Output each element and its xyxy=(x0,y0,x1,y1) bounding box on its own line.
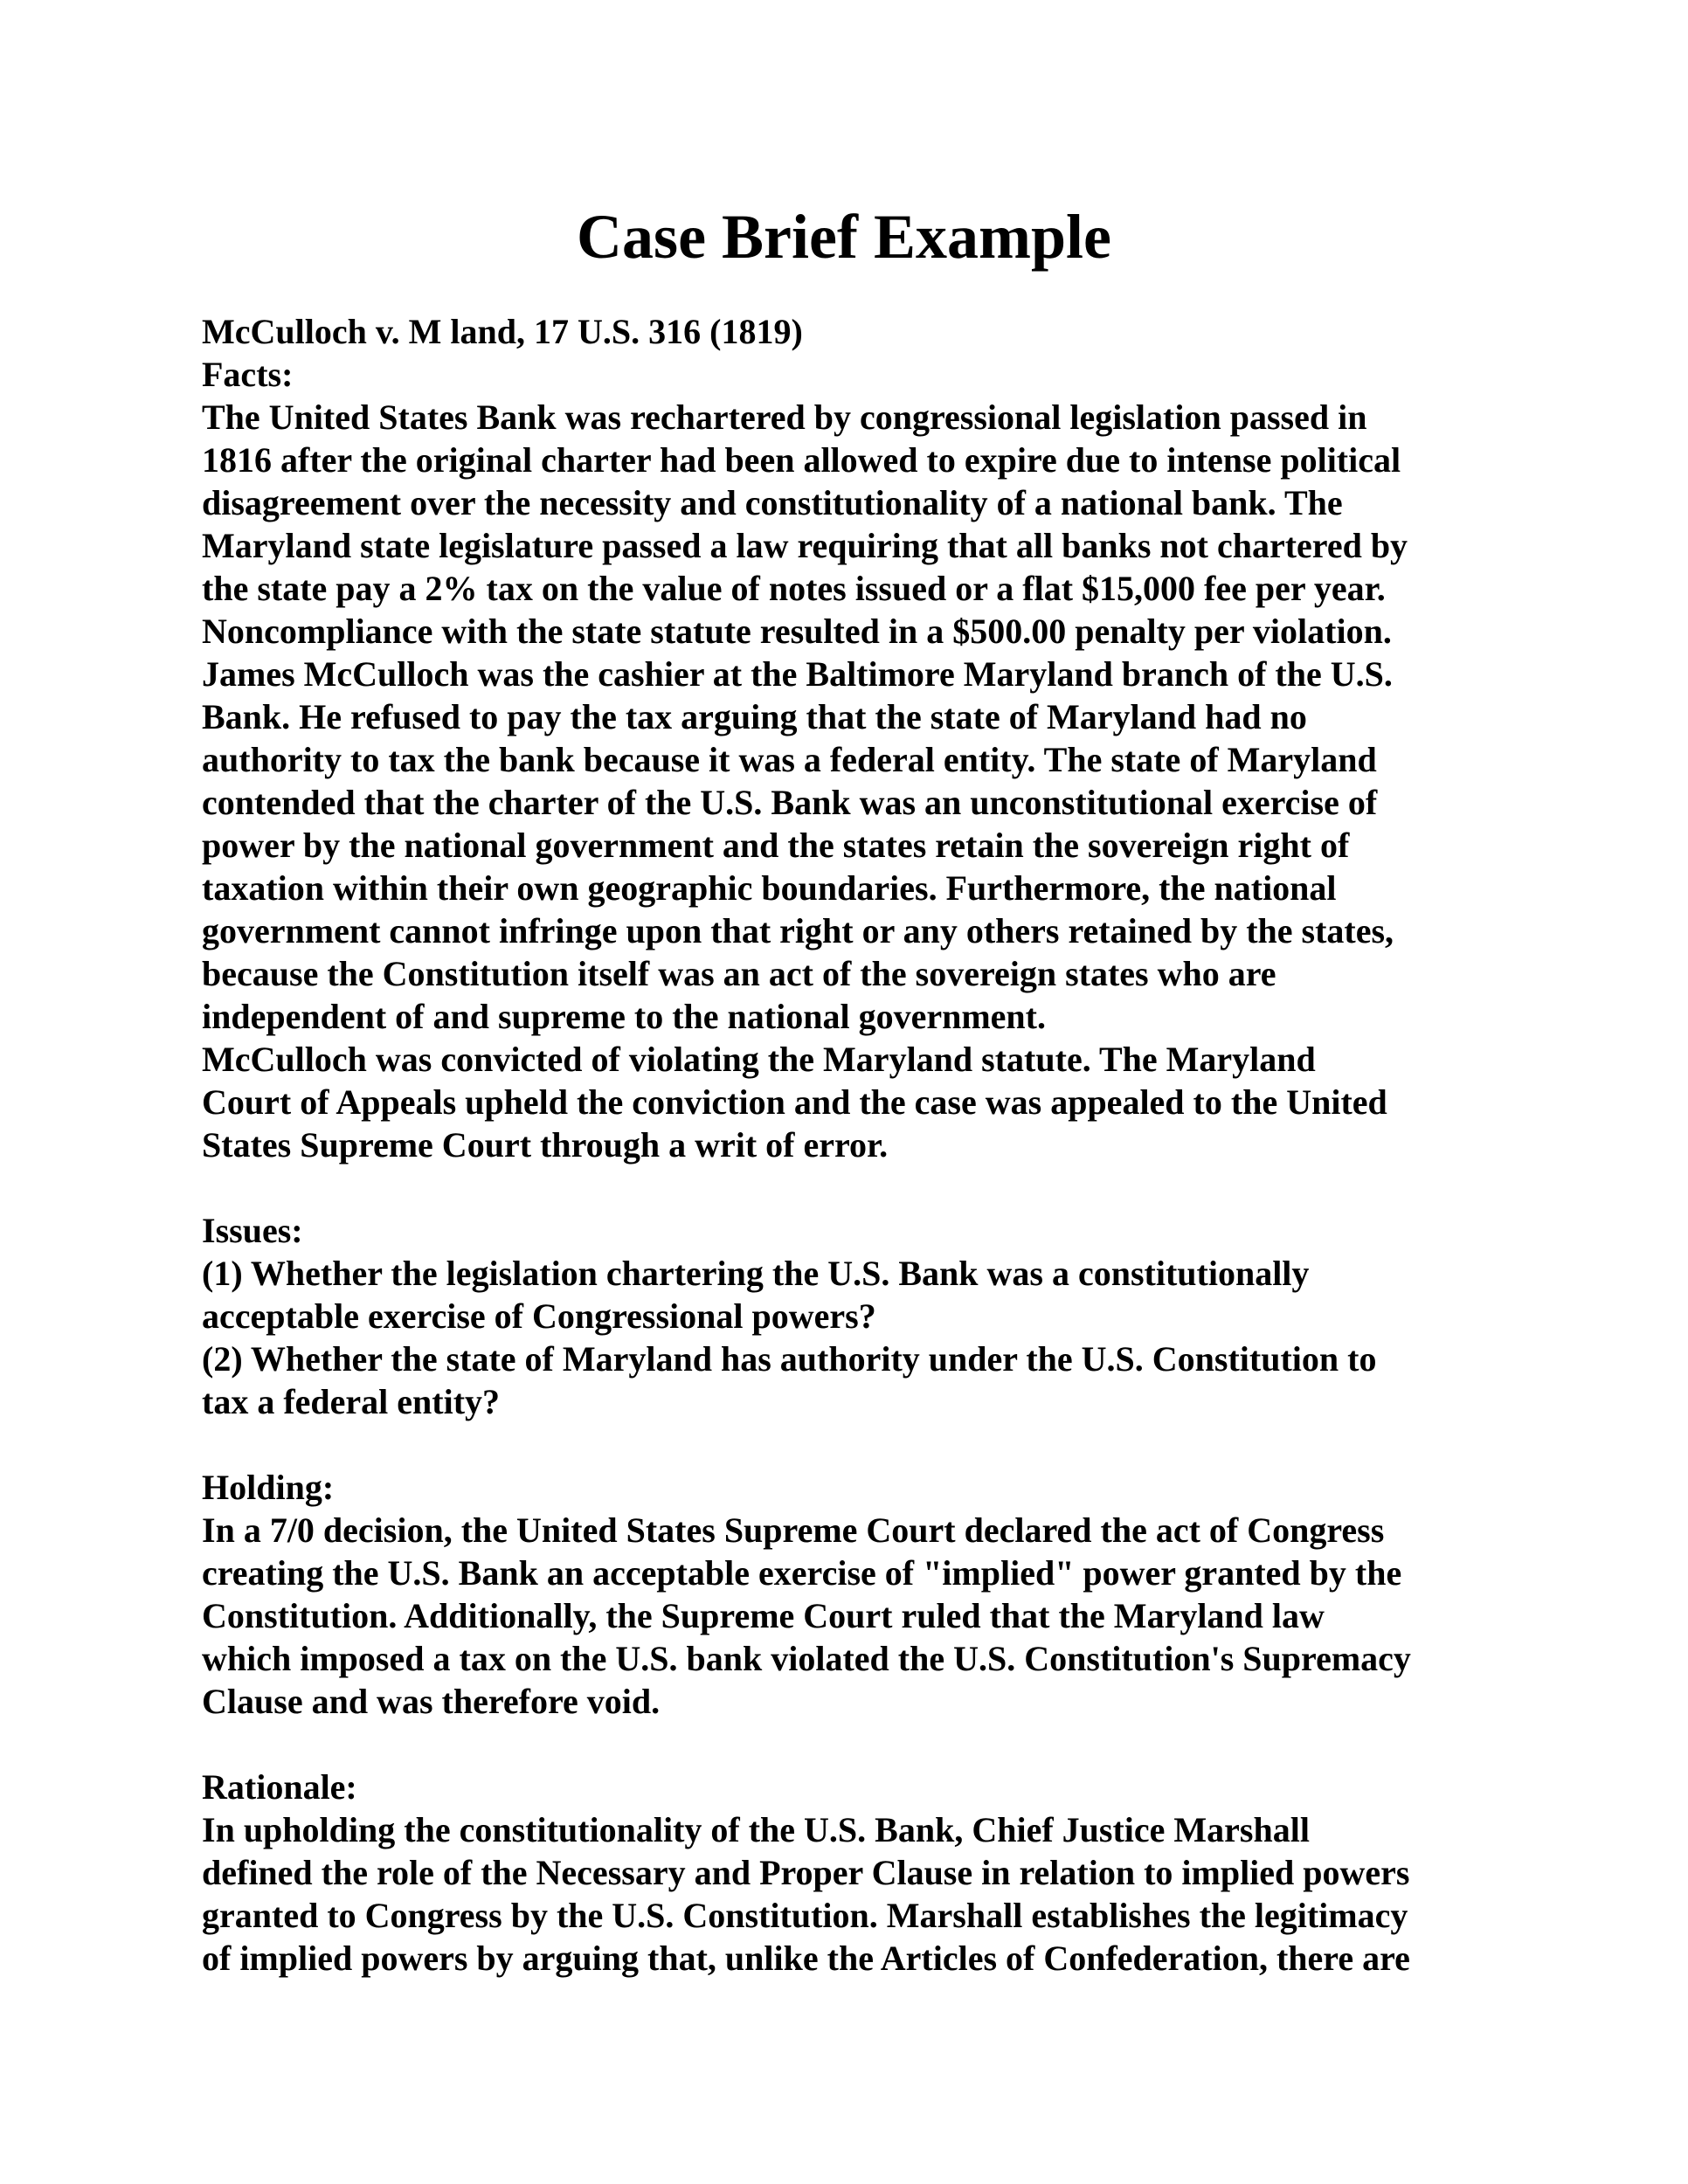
facts-line: taxation within their own geographic boundaries. Furthermore, the national xyxy=(202,868,1337,908)
rationale-line: In upholding the constitutionality of the U.S. Bank, Chief Justice Marshall xyxy=(202,1810,1310,1849)
holding-heading: Holding: xyxy=(202,1468,335,1507)
holding-line: Constitution. Additionally, the Supreme Court ruled that the Maryland law xyxy=(202,1596,1325,1635)
issues-heading: Issues: xyxy=(202,1211,303,1250)
facts-line: Bank. He refused to pay the tax arguing that the state of Maryland had no xyxy=(202,697,1307,736)
facts-line: the state pay a 2% tax on the value of notes issued or a flat $15,000 fee per year. xyxy=(202,569,1386,608)
document-title: Case Brief Example xyxy=(577,202,1111,272)
facts-line: because the Constitution itself was an act of the sovereign states who are xyxy=(202,954,1276,993)
facts-line: States Supreme Court through a writ of error. xyxy=(202,1125,889,1165)
facts-line: James McCulloch was the cashier at the Baltimore Maryland branch of the U.S. xyxy=(202,654,1393,694)
facts-line: authority to tax the bank because it was a federal entity. The state of Maryland xyxy=(202,740,1377,779)
rationale-heading: Rationale: xyxy=(202,1767,357,1807)
facts-section xyxy=(202,353,1512,1166)
facts-line: Noncompliance with the state statute resulted in a $500.00 penalty per violation. xyxy=(202,612,1392,651)
facts-line: 1816 after the original charter had been allowed to expire due to intense political xyxy=(202,440,1401,480)
rationale-section xyxy=(202,1766,1512,1980)
issues-line: (1) Whether the legislation chartering the U.S. Bank was a constitutionally xyxy=(202,1254,1310,1293)
issues-line: acceptable exercise of Congressional powers? xyxy=(202,1296,876,1336)
issues-section xyxy=(202,1209,1512,1423)
facts-line: contended that the charter of the U.S. Bank was an unconstitutional exercise of xyxy=(202,783,1378,822)
facts-line: disagreement over the necessity and constitutionality of a national bank. The xyxy=(202,483,1343,522)
facts-line: independent of and supreme to the national government. xyxy=(202,997,1046,1036)
rationale-line: of implied powers by arguing that, unlike the Articles of Confederation, there are xyxy=(202,1939,1410,1978)
holding-line: which imposed a tax on the U.S. bank violated the U.S. Constitution's Supremacy xyxy=(202,1639,1411,1678)
facts-heading: Facts: xyxy=(202,355,294,394)
issues-line: tax a federal entity? xyxy=(202,1382,501,1421)
facts-line: government cannot infringe upon that right or any others retained by the states, xyxy=(202,911,1394,950)
holding-section xyxy=(202,1466,1512,1723)
rationale-line: defined the role of the Necessary and Proper Clause in relation to implied powers xyxy=(202,1853,1410,1892)
facts-line: Court of Appeals upheld the conviction and the case was appealed to the United xyxy=(202,1082,1387,1122)
facts-line: McCulloch was convicted of violating the Maryland statute. The Maryland xyxy=(202,1040,1316,1079)
document-body xyxy=(202,310,1512,1980)
paragraph-spacer xyxy=(202,1423,1512,1466)
paragraph-spacer xyxy=(202,1166,1512,1209)
paragraph-spacer xyxy=(202,1723,1512,1766)
issues-line: (2) Whether the state of Maryland has authority under the U.S. Constitution to xyxy=(202,1339,1377,1379)
holding-line: creating the U.S. Bank an acceptable exercise of "implied" power granted by the xyxy=(202,1553,1402,1593)
rationale-line: granted to Congress by the U.S. Constitution. Marshall establishes the legitimacy xyxy=(202,1896,1408,1935)
facts-line: The United States Bank was rechartered by congressional legislation passed in xyxy=(202,397,1367,437)
facts-line: power by the national government and the states retain the sovereign right of xyxy=(202,826,1350,865)
holding-line: Clause and was therefore void. xyxy=(202,1682,661,1721)
facts-line: Maryland state legislature passed a law requiring that all banks not chartered by xyxy=(202,526,1408,565)
holding-line: In a 7/0 decision, the United States Supreme Court declared the act of Congress xyxy=(202,1510,1385,1550)
case-citation: McCulloch v. M land, 17 U.S. 316 (1819) xyxy=(202,312,803,351)
